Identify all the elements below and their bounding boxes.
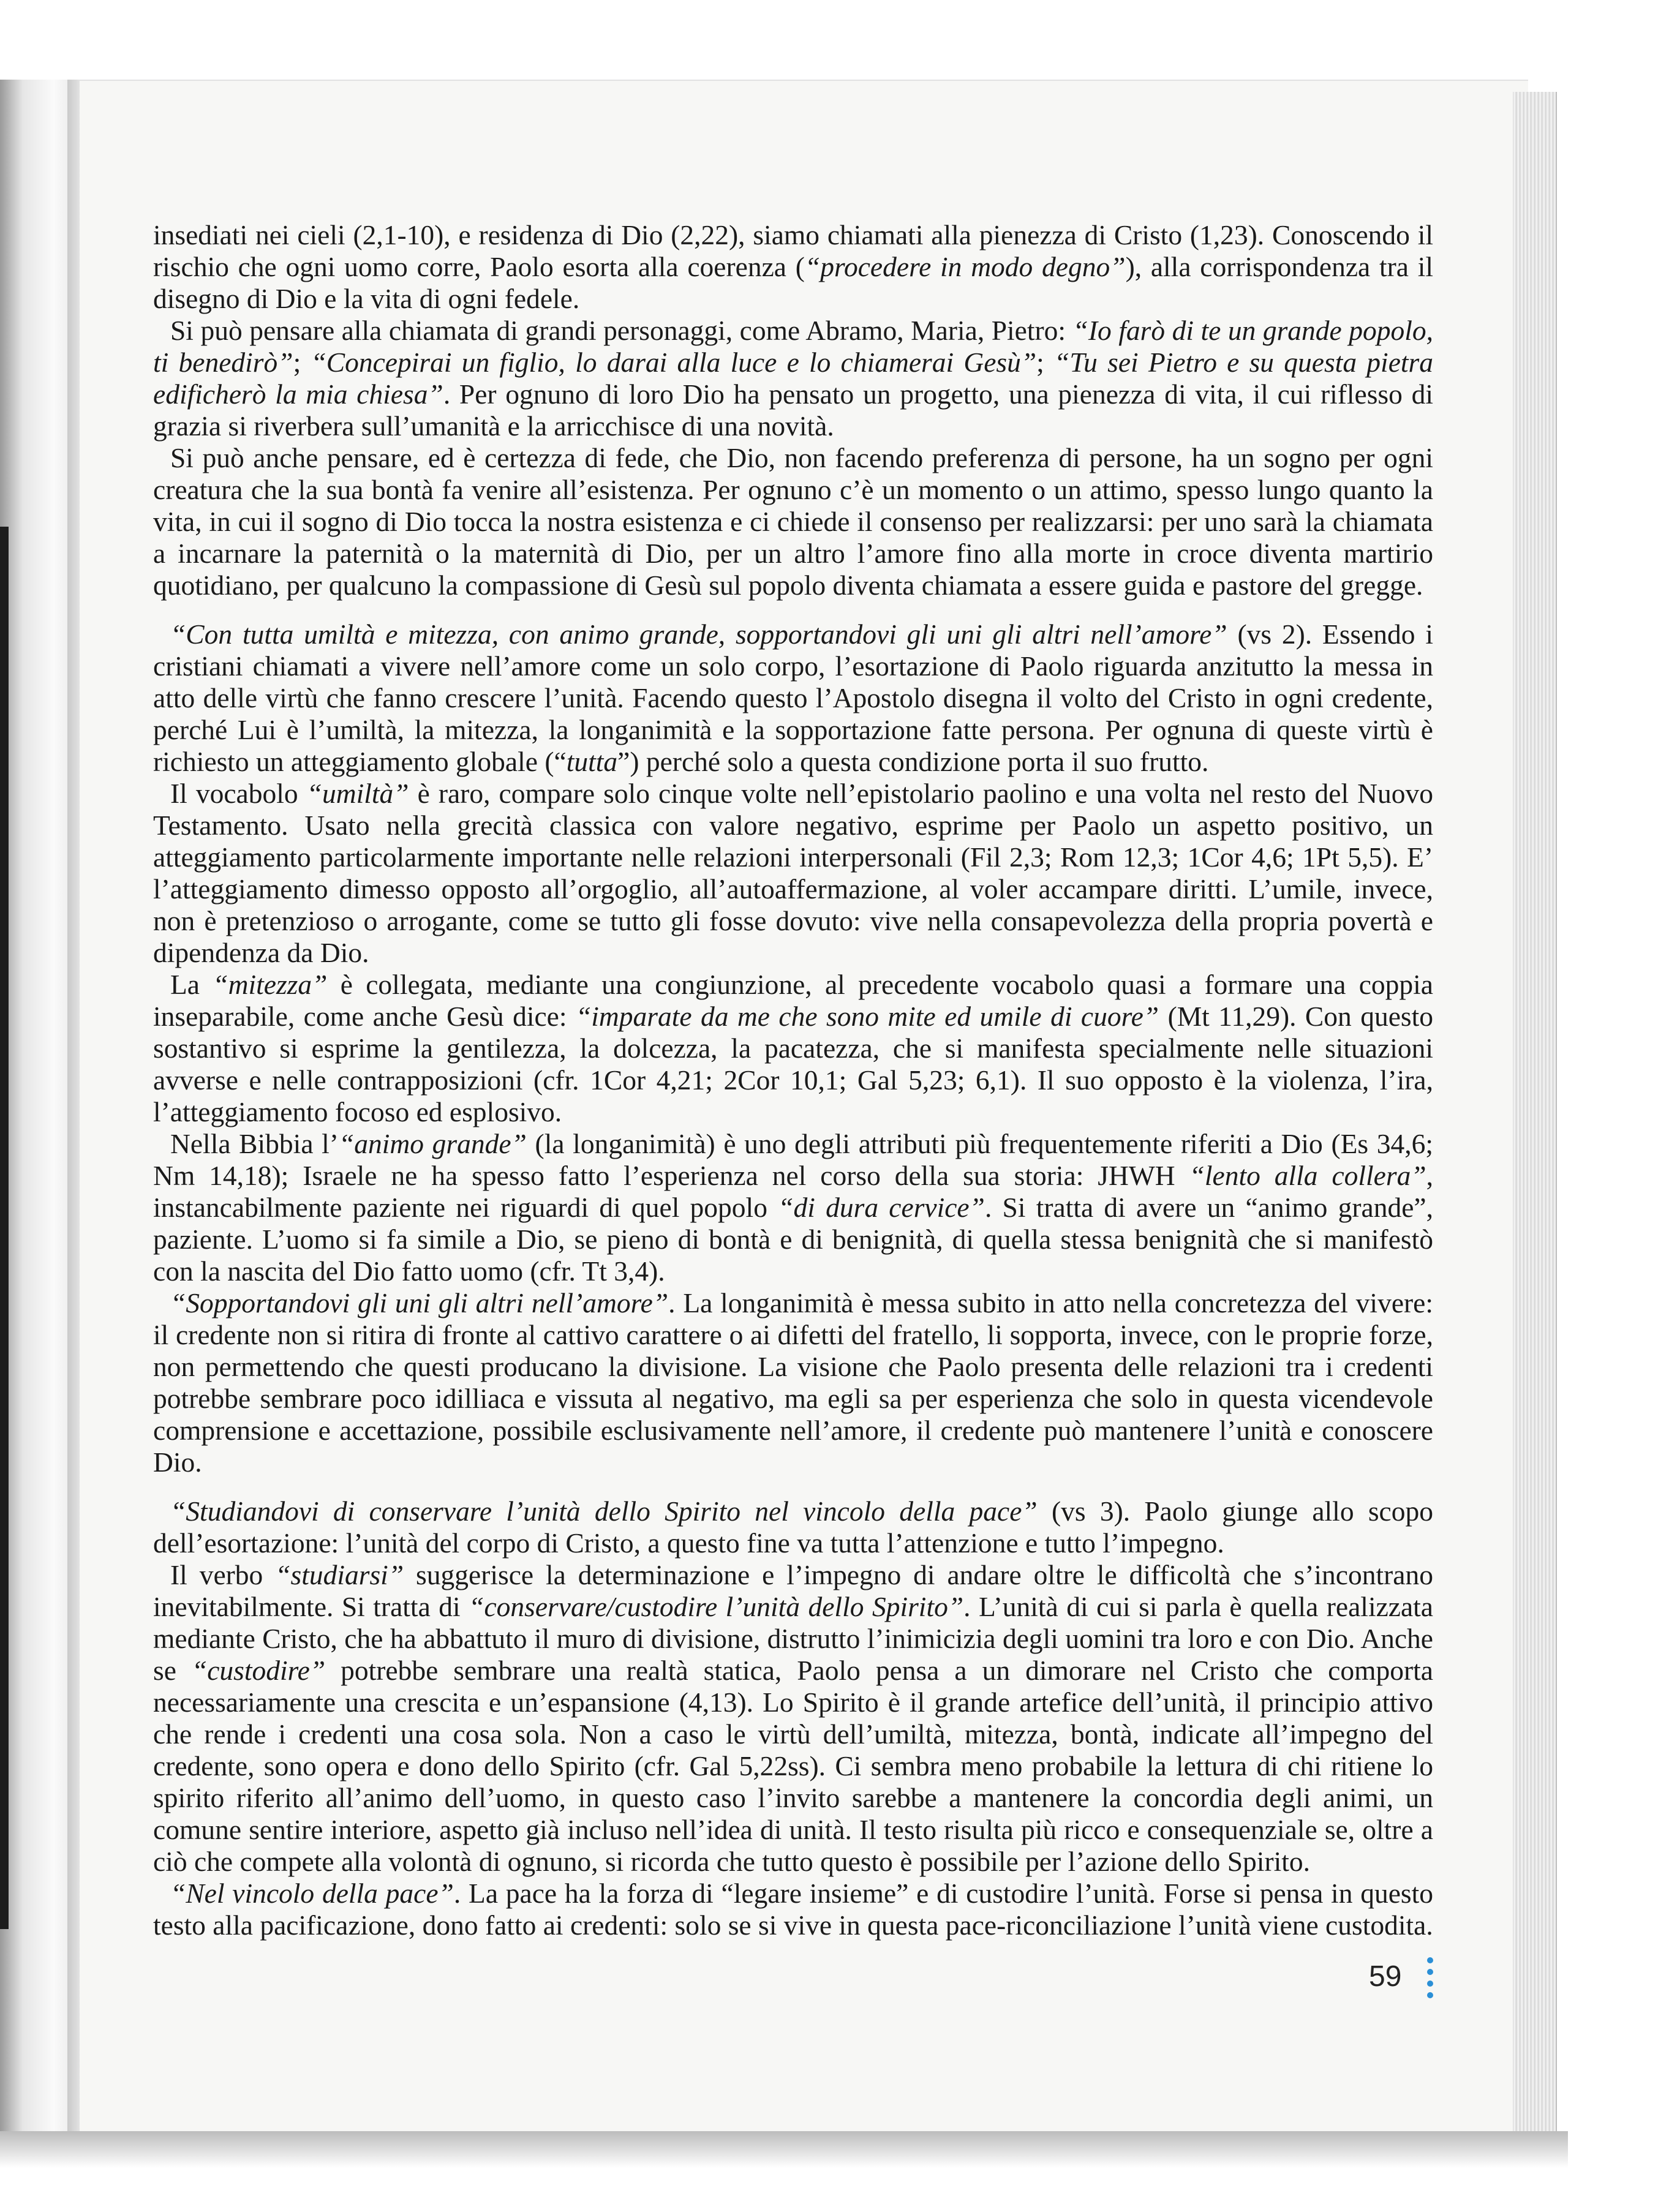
text-run: ), alla corrispondenza tra il disegno di Dio e la vita di ogni fedele.	[153, 251, 1434, 314]
text-run: è raro, compare solo cinque volte nell’epistolario paolino e una volta nel resto del Nuovo Testamento. Usato nella grecità classica con valore negativo, esprime per Paolo un aspetto positivo, un atteggiamento particolarmente importante nelle relazioni interpersonali (Fil 2,3; Rom 12,3; 1Cor 4,6; 1Pt 5,5). E’ l’atteggiamento dimesso opposto all’orgoglio, all’autoaffermazione, al voler accampare diritti. L’umile, invece, non è pretenzioso o arrogante, come se tutto gli fosse dovuto: vive nella consapevolezza della propria povertà e dipendenza da Dio.	[153, 778, 1433, 968]
quoted-text: “Io farò di te un grande popolo, ti benedirò”	[153, 315, 1433, 378]
page-number: 59	[1369, 1960, 1402, 1993]
bottom-shadow	[0, 2131, 1568, 2168]
paragraph-p8	[153, 1287, 1433, 1478]
paragraph-p1	[153, 219, 1433, 315]
quoted-text: “Nel vincolo della pace”	[170, 1878, 454, 1909]
text-run: Si può pensare alla chiamata di grandi personaggi, come Abramo, Maria, Pietro:	[170, 315, 1073, 346]
text-run: Nella Bibbia l’	[170, 1128, 339, 1159]
text-run: . L’unità di cui si parla è quella realizzata mediante Cristo, che ha abbattuto il muro di divisione, distrutto l’inimicizia degli uomini tra loro e con Dio. Anche se	[153, 1591, 1434, 1686]
paragraph-p4	[153, 619, 1433, 778]
quoted-text: “custodire”	[191, 1655, 326, 1686]
text-run: Si può anche pensare, ed è certezza di fede, che Dio, non facendo preferenza di persone, ha un sogno per ogni creatura che la sua bontà fa venire all’esistenza. Per ognuno c’è un momento o un attimo, spesso lungo quanto la vita, in cui il sogno di Dio tocca la nostra esistenza e ci chiede il consenso per realizzarsi: per uno sarà la chiamata a incarnare la paternità o la maternità di Dio, per un altro l’amore fino alla morte in croce diventa martirio quotidiano, per qualcuno la compassione di Gesù sul popolo diventa chiamata a essere guida e pastore del gregge.	[153, 442, 1433, 601]
text-run: ”) perché solo a questa condizione porta il suo frutto.	[617, 746, 1209, 777]
text-run: ;	[293, 347, 311, 378]
paragraph-p5	[153, 778, 1433, 969]
quoted-text: “Sopportandovi gli uni gli altri nell’amore”	[170, 1287, 669, 1319]
text-run: , instancabilmente paziente nei riguardi di quel popolo	[153, 1160, 1434, 1223]
paragraph-p2	[153, 315, 1433, 442]
text-run: ;	[1036, 347, 1055, 378]
text-run: La	[170, 969, 213, 1000]
text-run: Il vocabolo	[170, 778, 307, 809]
paragraph-p6	[153, 969, 1433, 1128]
left-page-edge	[0, 80, 77, 2156]
paragraph-p10	[153, 1559, 1433, 1878]
quoted-text: “Con tutta umiltà e mitezza, con animo grande, sopportandovi gli uni gli altri nell’amore”	[170, 619, 1227, 650]
quoted-text: “mitezza”	[213, 969, 328, 1000]
text-run: (la longanimità) è uno degli attributi più frequentemente riferiti a Dio (Es 34,6; Nm 14,18); Israele ne ha spesso fatto l’esperienza nel corso della sua storia: JHWH	[153, 1128, 1434, 1191]
text-run: Il verbo	[170, 1559, 276, 1590]
quoted-text: “Tu sei Pietro e su questa pietra edificherò la mia chiesa”	[153, 347, 1433, 410]
quoted-text: “studiarsi”	[275, 1559, 404, 1590]
quoted-text: “conservare/custodire l’unità dello Spirito”	[469, 1591, 964, 1622]
page-number-dots-icon	[1427, 1957, 1434, 2004]
text-run: potrebbe sembrare una realtà statica, Paolo pensa a un dimorare nel Cristo che comporta necessariamente una crescita e un’espansione (4,13). Lo Spirito è il grande artefice dell’unità, il principio attivo che rende i credenti una cosa sola. Non a caso le virtù dell’umiltà, mitezza, bontà, indicate all’impegno del credente, sono opera e dono dello Spirito (cfr. Gal 5,22ss). Ci sembra meno probabile la lettura di chi ritiene lo spirito riferito all’animo dell’uomo, in questo caso l’invito sarebbe a mantenere la concordia degli animi, un comune sentire interiore, aspetto già incluso nell’idea di unità. Il testo risulta più ricco e consequenziale se, oltre a ciò che compete alla volontà di ognuno, si ricorda che tutto questo è possibile per l’azione dello Spirito.	[153, 1655, 1433, 1877]
quoted-text: “Studiandovi di conservare l’unità dello Spirito nel vincolo della pace”	[170, 1495, 1038, 1527]
text-run: insediati nei cieli (2,1-10), e residenza di Dio (2,22), siamo chiamati alla pienezza di Cristo (1,23). Conoscendo il rischio che ogni uomo corre, Paolo esorta alla coerenza (	[153, 219, 1433, 282]
text-run: . La longanimità è messa subito in atto nella concretezza del vivere: il credente non si ritira di fronte al cattivo carattere o ai difetti del fratello, li sopporta, invece, con le proprie forze, non permettendo che questi producano la divisione. La visione che Paolo presenta delle relazioni tra i credenti potrebbe sembrare poco idilliaca e vissuta al negativo, ma egli sa per esperienza che solo in questa vicendevole comprensione e accettazione, possibile esclusivamente nell’amore, il credente può mantenere l’unità e conoscere Dio.	[153, 1287, 1433, 1478]
paragraph-p7	[153, 1128, 1433, 1287]
quoted-text: “di dura cervice”	[778, 1192, 985, 1223]
quoted-text: “imparate da me che sono mite ed umile di cuore”	[575, 1001, 1159, 1032]
quoted-text: “umiltà”	[306, 778, 409, 809]
quoted-text: “procedere in modo degno”	[804, 251, 1126, 282]
text-run: . La pace ha la forza di “legare insieme” e di custodire l’unità. Forse si pensa in questo testo alla pacificazione, dono fatto ai credenti: solo se si vive in questa pace-riconciliazione l’unità viene custodita.	[153, 1878, 1433, 1941]
text-run: è collegata, mediante una congiunzione, al precedente vocabolo quasi a formare una coppia inseparabile, come anche Gesù dice:	[153, 969, 1433, 1032]
quoted-text: “animo grande”	[338, 1128, 527, 1159]
paragraph-p11	[153, 1878, 1433, 1941]
text-run: . Per ognuno di loro Dio ha pensato un progetto, una pienezza di vita, il cui riflesso di grazia si riverbera sull’umanità e la arricchisce di una novità.	[153, 378, 1433, 442]
paragraph-p3	[153, 442, 1433, 601]
quoted-text: “Concepirai un figlio, lo darai alla luce e lo chiamerai Gesù”	[311, 347, 1037, 378]
text-run: suggerisce la determinazione e l’impegno di andare oltre le difficoltà che s’incontrano inevitabilmente. Si tratta di	[153, 1559, 1433, 1622]
body-text	[153, 219, 1433, 1941]
paragraph-p9	[153, 1495, 1433, 1559]
quoted-text: “lento alla collera”	[1189, 1160, 1426, 1191]
text-run: (Mt 11,29). Con questo sostantivo si esprime la gentilezza, la dolcezza, la pacatezza, che si manifesta specialmente nelle situazioni avverse e nelle contrapposizioni (cfr. 1Cor 4,21; 2Cor 10,1; Gal 5,23; 6,1). Il suo opposto è la violenza, l’ira, l’atteggiamento focoso ed esplosivo.	[153, 1001, 1433, 1127]
text-run: (vs 2). Essendo i cristiani chiamati a vivere nell’amore come un solo corpo, l’esortazione di Paolo riguarda anzitutto la messa in atto delle virtù che fanno crescere l’unità. Facendo questo l’Apostolo disegna il volto del Cristo in ogni credente, perché Lui è l’umiltà, la mitezza, la longanimità e la sopportazione fatte persona. Per ognuna di queste virtù è richiesto un atteggiamento globale (“	[153, 619, 1433, 777]
text-run: (vs 3). Paolo giunge allo scopo dell’esortazione: l’unità del corpo di Cristo, a questo fine va tutta l’attenzione e tutto l’impegno.	[153, 1495, 1433, 1559]
text-run: . Si tratta di avere un “animo grande”, paziente. L’uomo si fa simile a Dio, se pieno di bontà e di benignità, di quella stessa benignità che si manifestò con la nascita del Dio fatto uomo (cfr. Tt 3,4).	[153, 1192, 1433, 1287]
quoted-text: tutta	[566, 746, 618, 777]
left-page-tab	[0, 527, 9, 1929]
page-stack-edge	[1513, 92, 1557, 2156]
